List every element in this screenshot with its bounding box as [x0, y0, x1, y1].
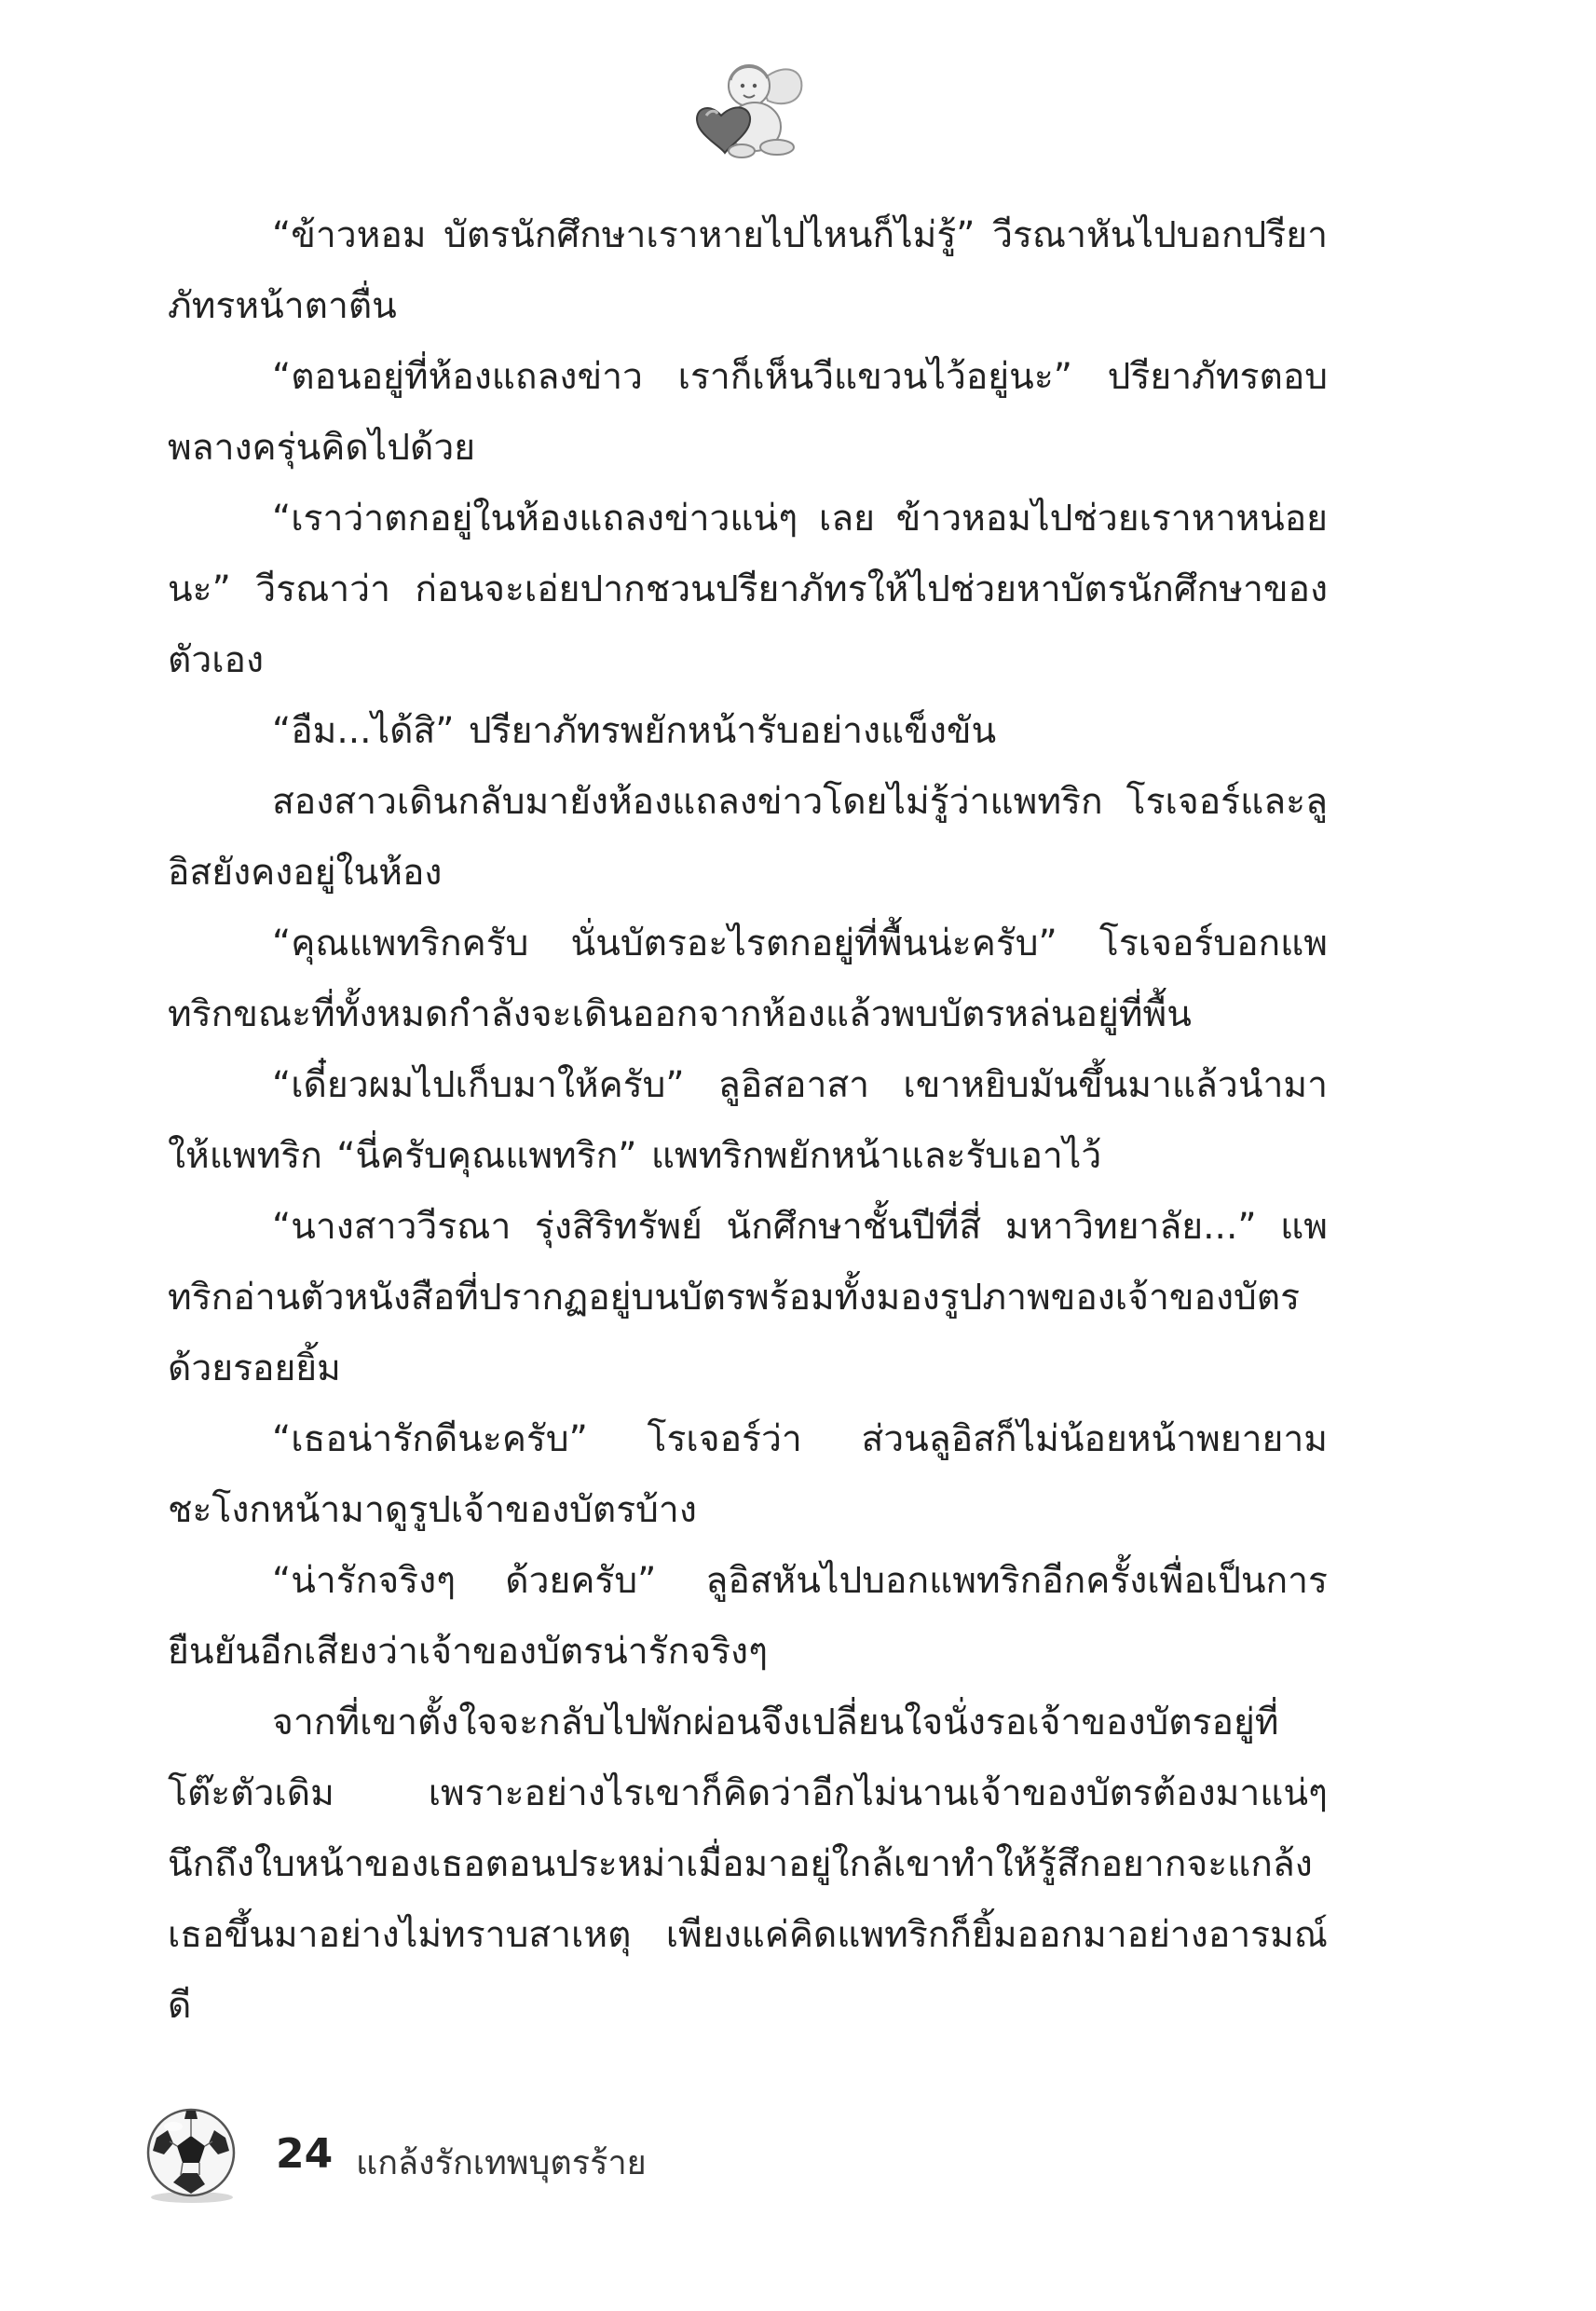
paragraph: “น่ารักจริงๆ ด้วยครับ” ลูอิสหันไปบอกแพทริกอีกครั้งเพื่อเป็นการยืนยันอีกเสียงว่าเจ้าของบัตรน่ารักจริงๆ	[168, 1560, 1328, 1673]
story-text	[168, 200, 1328, 2042]
paragraph: จากที่เขาตั้งใจจะกลับไปพักผ่อนจึงเปลี่ยนใจนั่งรอเจ้าของบัตรอยู่ที่โต๊ะตัวเดิม เพราะอย่างไรเขาก็คิดว่าอีกไม่นานเจ้าของบัตรต้องมาแน่ๆ นึกถึงใบหน้าของเธอตอนประหม่าเมื่อมาอยู่ใกล้เขาทำให้รู้สึกอยากจะแกล้งเธอขึ้นมาอย่างไม่ทราบสาเหตุ เพียงแค่คิดแพทริกก็ยิ้มออกมาอย่างอารมณ์ดี	[168, 1702, 1328, 2027]
cupid-with-heart-icon	[688, 54, 807, 164]
paragraph: สองสาวเดินกลับมายังห้องแถลงข่าวโดยไม่รู้ว่าแพทริก โรเจอร์และลูอิสยังคงอยู่ในห้อง	[168, 781, 1328, 894]
paragraph: “คุณแพทริกครับ นั่นบัตรอะไรตกอยู่ที่พื้นน่ะครับ” โรเจอร์บอกแพทริกขณะที่ทั้งหมดกำลังจะเดินออกจากห้องแล้วพบบัตรหล่นอยู่ที่พื้น	[168, 923, 1328, 1035]
soccer-ball-icon	[140, 2104, 242, 2207]
paragraph: “เธอน่ารักดีนะครับ” โรเจอร์ว่า ส่วนลูอิสก็ไม่น้อยหน้าพยายามชะโงกหน้ามาดูรูปเจ้าของบัตรบ้าง	[168, 1418, 1328, 1531]
page-footer	[140, 2104, 792, 2216]
page-number: 24	[276, 2130, 334, 2178]
paragraph: “อืม...ได้สิ” ปรียาภัทรพยักหน้ารับอย่างแข็งขัน	[272, 710, 997, 752]
paragraph: “ตอนอยู่ที่ห้องแถลงข่าว เราก็เห็นวีแขวนไว้อยู่นะ” ปรียาภัทรตอบพลางครุ่นคิดไปด้วย	[168, 356, 1328, 469]
book-title: แกล้งรักเทพบุตรร้าย	[356, 2144, 647, 2182]
paragraph: “เราว่าตกอยู่ในห้องแถลงข่าวแน่ๆ เลย ข้าวหอมไปช่วยเราหาหน่อยนะ” วีรณาว่า ก่อนจะเอ่ยปากชวนปรียาภัทรให้ไปช่วยหาบัตรนักศึกษาของตัวเอง	[168, 498, 1328, 681]
paragraph: “นางสาววีรณา รุ่งสิริทรัพย์ นักศึกษาชั้นปีที่สี่ มหาวิทยาลัย...” แพทริกอ่านตัวหนังสือที่ปรากฏอยู่บนบัตรพร้อมทั้งมองรูปภาพของเจ้าของบัตรด้วยรอยยิ้ม	[168, 1206, 1328, 1389]
paragraph: “เดี๋ยวผมไปเก็บมาให้ครับ” ลูอิสอาสา เขาหยิบมันขึ้นมาแล้วนำมาให้แพทริก “นี่ครับคุณแพทริก” แพทริกพยักหน้าและรับเอาไว้	[168, 1064, 1328, 1177]
paragraph: “ข้าวหอม บัตรนักศึกษาเราหายไปไหนก็ไม่รู้” วีรณาหันไปบอกปรียาภัทรหน้าตาตื่น	[168, 214, 1328, 327]
